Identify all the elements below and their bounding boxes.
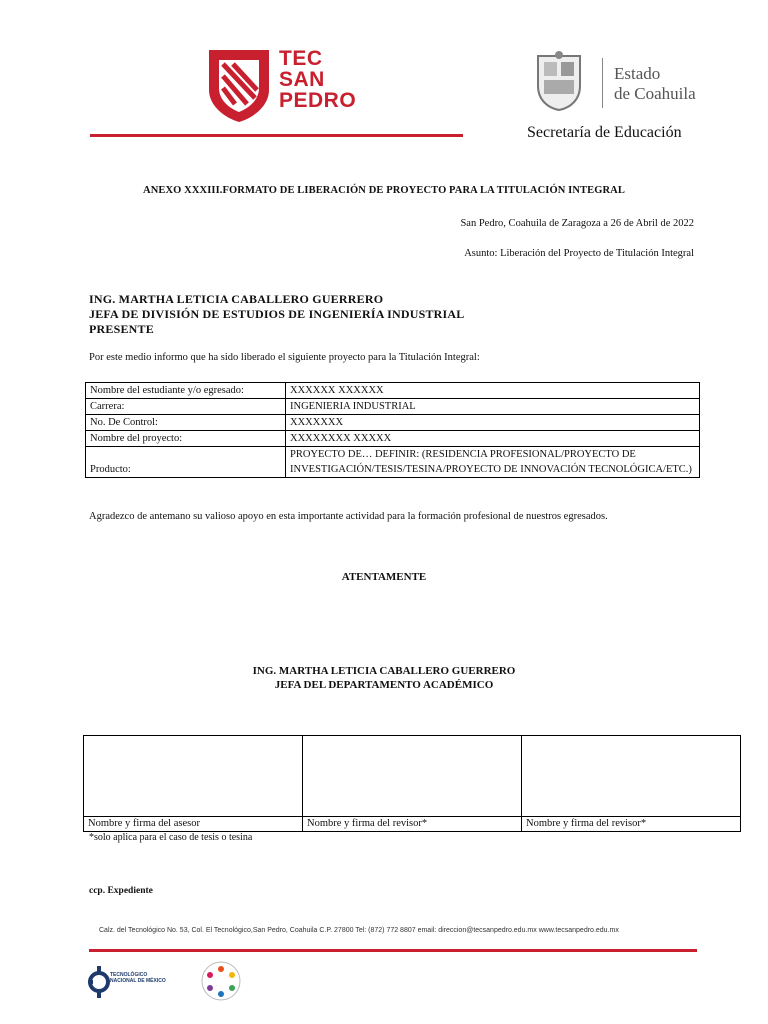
- field-value: XXXXXXXX XXXXX: [286, 431, 700, 447]
- institutional-seal-icon: [200, 960, 242, 1002]
- recipient-block: [89, 292, 464, 337]
- footer-divider: [89, 949, 697, 952]
- project-info-table: [85, 382, 700, 478]
- footnote: *solo aplica para el caso de tesis o tesina: [89, 832, 253, 843]
- signature-box: [303, 736, 522, 817]
- thanks-paragraph: Agradezco de antemano su valioso apoyo en esta importante actividad para la formación profesional de nuestros egresados.: [89, 511, 608, 522]
- recipient-position: JEFA DE DIVISIÓN DE ESTUDIOS DE INGENIERÍA INDUSTRIAL: [89, 307, 465, 321]
- field-value: PROYECTO DE… DEFINIR: (RESIDENCIA PROFESIONAL/PROYECTO DE INVESTIGACIÓN/TESIS/TESINA/PROYECTO DE INNOVACIÓN TECNOLÓGICA/ETC.): [286, 447, 700, 478]
- table-row: [86, 399, 700, 415]
- table-row: [86, 383, 700, 399]
- table-row: [86, 431, 700, 447]
- tec-logo-wordmark: TEC SAN PEDRO: [279, 47, 357, 112]
- tecnm-gear-icon: [88, 960, 110, 1004]
- table-row: [86, 415, 700, 431]
- field-value: INGENIERIA INDUSTRIAL: [286, 399, 700, 415]
- state-logo-separator: [602, 58, 603, 108]
- recipient-presente: PRESENTE: [89, 322, 154, 336]
- field-value: XXXXXX XXXXXX: [286, 383, 700, 399]
- signature-caption: Nombre y firma del asesor: [84, 817, 303, 832]
- header-divider: [90, 134, 463, 137]
- field-label: No. De Control:: [86, 415, 286, 431]
- closing: ATENTAMENTE: [341, 571, 427, 583]
- state-name: Estado de Coahuila: [614, 64, 696, 103]
- tec-san-pedro-logo: [205, 46, 357, 126]
- signature-caption: Nombre y firma del revisor*: [522, 817, 741, 832]
- signature-caption-row: [84, 817, 741, 832]
- coahuila-crest-icon: [530, 50, 588, 112]
- ccp-line: ccp. Expediente: [89, 886, 153, 896]
- signer-block: [0, 664, 768, 692]
- table-row: [86, 447, 700, 478]
- signer-name: ING. MARTHA LETICIA CABALLERO GUERRERO: [252, 665, 516, 677]
- subject-line: Asunto: Liberación del Proyecto de Titulación Integral: [464, 248, 694, 259]
- field-label: Carrera:: [86, 399, 286, 415]
- field-value: XXXXXXX: [286, 415, 700, 431]
- field-label: Nombre del proyecto:: [86, 431, 286, 447]
- field-label: Nombre del estudiante y/o egresado:: [86, 383, 286, 399]
- intro-paragraph: Por este medio informo que ha sido liberado el siguiente proyecto para la Titulación Integral:: [89, 352, 480, 363]
- signature-box: [522, 736, 741, 817]
- tecnm-logo: [88, 960, 168, 1005]
- footer-address: Calz. del Tecnológico No. 53, Col. El Tecnológico,San Pedro, Coahuila C.P. 27800 Tel: (872) 772 8807 email: direccion@tecsanpedro.edu.mx www.tecsanpedro.edu.mx: [99, 927, 619, 934]
- signature-space-row: [84, 736, 741, 817]
- field-label: Producto:: [86, 447, 286, 478]
- recipient-name: ING. MARTHA LETICIA CABALLERO GUERRERO: [89, 292, 384, 306]
- tec-shield-icon: [205, 46, 273, 124]
- signature-caption: Nombre y firma del revisor*: [303, 817, 522, 832]
- signature-box: [84, 736, 303, 817]
- tecnm-logo-text: TECNOLÓGICO NACIONAL DE MÉXICO: [110, 972, 166, 984]
- secretariat-name: Secretaría de Educación: [527, 124, 682, 141]
- document-title: ANEXO XXXIII.FORMATO DE LIBERACIÓN DE PROYECTO PARA LA TITULACIÓN INTEGRAL: [143, 185, 625, 196]
- date-line: San Pedro, Coahuila de Zaragoza a 26 de Abril de 2022: [460, 218, 694, 229]
- signature-table: [83, 735, 741, 832]
- signer-position: JEFA DEL DEPARTAMENTO ACADÉMICO: [274, 679, 494, 691]
